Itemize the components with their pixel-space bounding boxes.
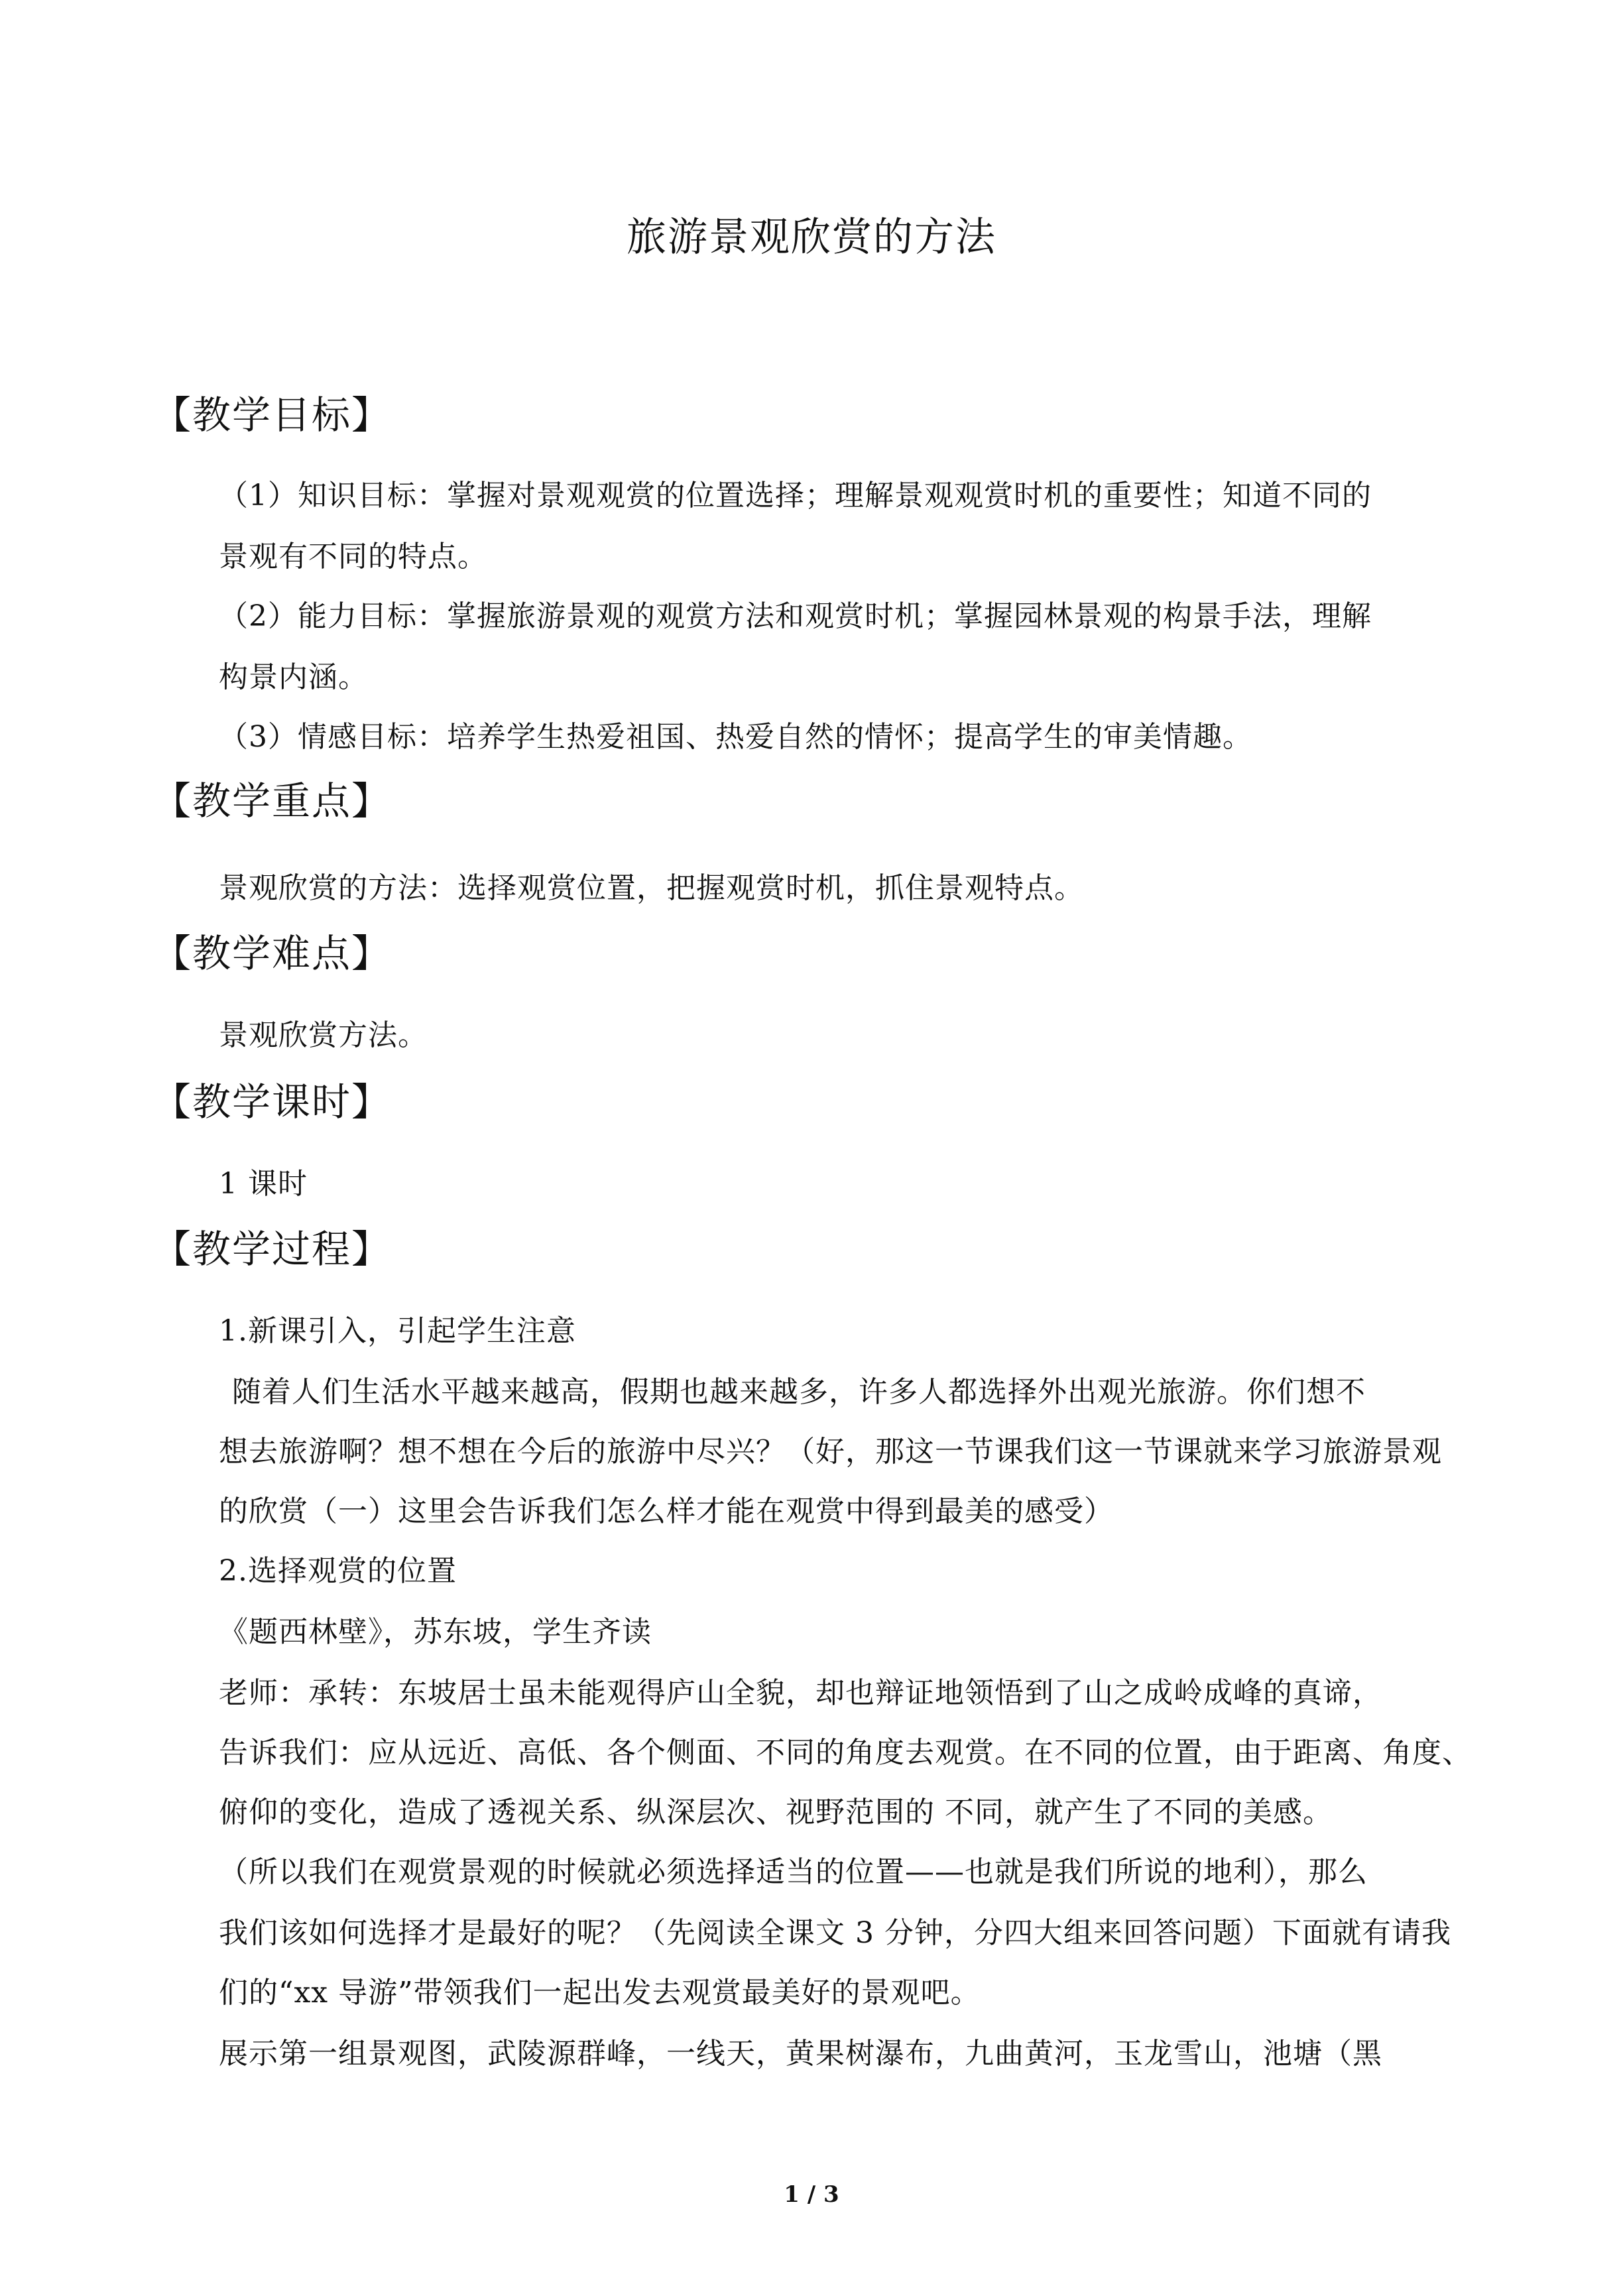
section-heading-hours: 【教学课时】 bbox=[152, 1079, 392, 1124]
process-line-12: 们的“xx 导游”带领我们一起出发去观赏最美好的景观吧。 bbox=[219, 1976, 981, 2010]
process-line-10: （所以我们在观赏景观的时候就必须选择适当的位置——也就是我们所说的地利），那么 bbox=[219, 1855, 1368, 1889]
process-line-8: 告诉我们：应从远近、高低、各个侧面、不同的角度去观赏。在不同的位置，由于距离、角度、 bbox=[219, 1736, 1472, 1770]
objectives-line-2: 景观有不同的特点。 bbox=[219, 540, 487, 574]
section-heading-process: 【教学过程】 bbox=[152, 1227, 392, 1272]
process-line-11: 我们该如何选择才是最好的呢？（先阅读全课文 3 分钟，分四大组来回答问题）下面就有请我 bbox=[219, 1916, 1451, 1950]
objectives-line-1: （1）知识目标：掌握对景观观赏的位置选择；理解景观观赏时机的重要性；知道不同的 bbox=[219, 479, 1372, 513]
document-title: 旅游景观欣赏的方法 bbox=[627, 214, 996, 261]
objectives-line-5: （3）情感目标：培养学生热爱祖国、热爱自然的情怀；提高学生的审美情趣。 bbox=[219, 720, 1252, 754]
key-points-line-1: 景观欣赏的方法：选择观赏位置，把握观赏时机，抓住景观特点。 bbox=[219, 871, 1084, 905]
objectives-line-4: 构景内涵。 bbox=[219, 660, 368, 694]
process-line-2: 随着人们生活水平越来越高，假期也越来越多，许多人都选择外出观光旅游。你们想不 bbox=[232, 1375, 1366, 1409]
hours-line-1: 1 课时 bbox=[219, 1167, 308, 1201]
section-heading-key-points: 【教学重点】 bbox=[152, 778, 392, 823]
section-heading-difficulties: 【教学难点】 bbox=[152, 931, 392, 976]
page-number: 1 / 3 bbox=[784, 2181, 839, 2208]
objectives-line-3: （2）能力目标：掌握旅游景观的观赏方法和观赏时机；掌握园林景观的构景手法，理解 bbox=[219, 599, 1372, 633]
process-line-7: 老师：承转：东坡居士虽未能观得庐山全貌，却也辩证地领悟到了山之成岭成峰的真谛， bbox=[219, 1676, 1382, 1710]
process-line-13: 展示第一组景观图，武陵源群峰，一线天，黄果树瀑布，九曲黄河，玉龙雪山，池塘（黑 bbox=[219, 2037, 1382, 2071]
difficulties-line-1: 景观欣赏方法。 bbox=[219, 1018, 428, 1052]
section-heading-objectives: 【教学目标】 bbox=[152, 393, 392, 438]
process-line-4: 的欣赏（一）这里会告诉我们怎么样才能在观赏中得到最美的感受） bbox=[219, 1494, 1114, 1528]
process-line-9: 俯仰的变化，造成了透视关系、纵深层次、视野范围的 不同，就产生了不同的美感。 bbox=[219, 1795, 1333, 1829]
process-line-1: 1.新课引入，引起学生注意 bbox=[219, 1314, 576, 1348]
process-line-6: 《题西林壁》，苏东坡，学生齐读 bbox=[219, 1615, 652, 1649]
process-line-3: 想去旅游啊？想不想在今后的旅游中尽兴？（好，那这一节课我们这一节课就来学习旅游景观 bbox=[219, 1435, 1442, 1469]
process-line-5: 2.选择观赏的位置 bbox=[219, 1554, 457, 1588]
